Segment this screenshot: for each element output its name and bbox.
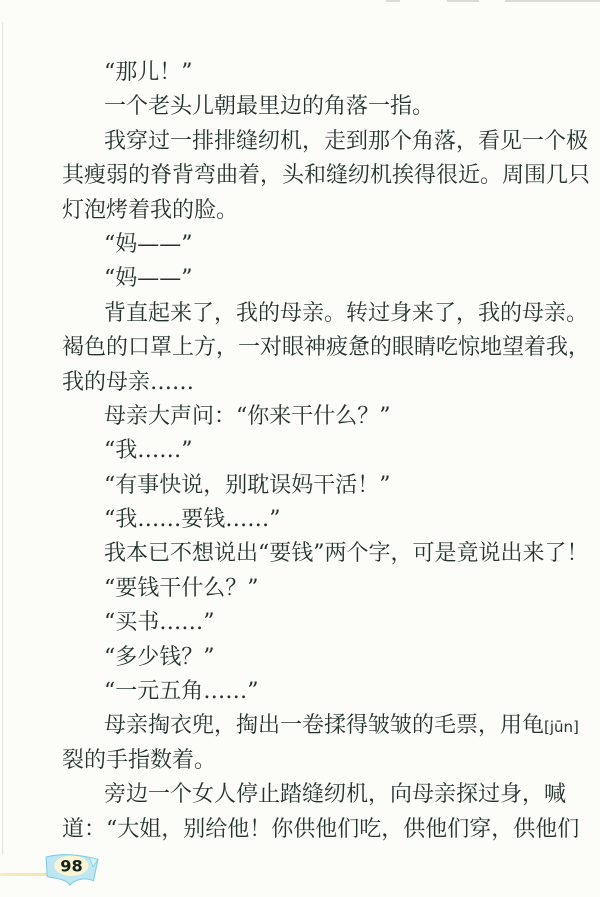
body-text	[62, 56, 591, 847]
text-line: 灯泡烤着我的脸。	[62, 197, 239, 223]
text-line: 背直起来了，我的母亲。转过身来了，我的母亲。	[104, 300, 589, 326]
text-line: 褐色的口罩上方，一对眼神疲惫的眼睛吃惊地望着我，	[62, 335, 591, 361]
scan-artifact-dash	[386, 0, 400, 2]
text-line: 我穿过一排排缝纫机，走到那个角落，看见一个极	[104, 128, 589, 154]
text-line: 道：“大姐，别给他！你供他们吃，供他们穿，供他们	[62, 816, 580, 842]
text-line: 母亲掏衣兜，掏出一卷揉得皱皱的毛票，用龟[jūn]	[104, 713, 579, 739]
text-line: 一个老头儿朝最里边的角落一指。	[104, 94, 435, 120]
text-line: “要钱干什么？”	[104, 575, 259, 601]
scan-artifact-dash	[447, 0, 479, 2]
text-line: “买书……”	[104, 610, 215, 636]
text-line: “多少钱？”	[104, 644, 215, 670]
text-line: “妈——”	[104, 266, 193, 292]
scan-edge-line	[2, 22, 3, 854]
text-line: “我……要钱……”	[104, 507, 281, 533]
text-line: 旁边一个女人停止踏缝纫机，向母亲探过身，喊	[104, 782, 567, 808]
scan-artifact-dash	[505, 0, 600, 2]
open-book-icon	[44, 852, 100, 888]
text-line: “一元五角……”	[104, 679, 259, 705]
text-line: “有事快说，别耽误妈干活！”	[104, 472, 391, 498]
page-number-badge	[44, 852, 100, 888]
page-number: 98	[60, 856, 83, 876]
text-line: 其瘦弱的脊背弯曲着，头和缝纫机挨得很近。周围几只	[62, 163, 591, 189]
text-line: 我本已不想说出“要钱”两个字，可是竟说出来了！	[104, 541, 589, 567]
text-line: 裂的手指数着。	[62, 747, 217, 773]
text-line: 我的母亲……	[62, 369, 195, 395]
text-line: 母亲大声问：“你来干什么？”	[104, 403, 391, 429]
text-line: “我……”	[104, 438, 193, 464]
pinyin-annotation: [jūn]	[544, 718, 579, 737]
text-line: “妈——”	[104, 231, 193, 257]
text-line: “那儿！”	[104, 60, 193, 85]
